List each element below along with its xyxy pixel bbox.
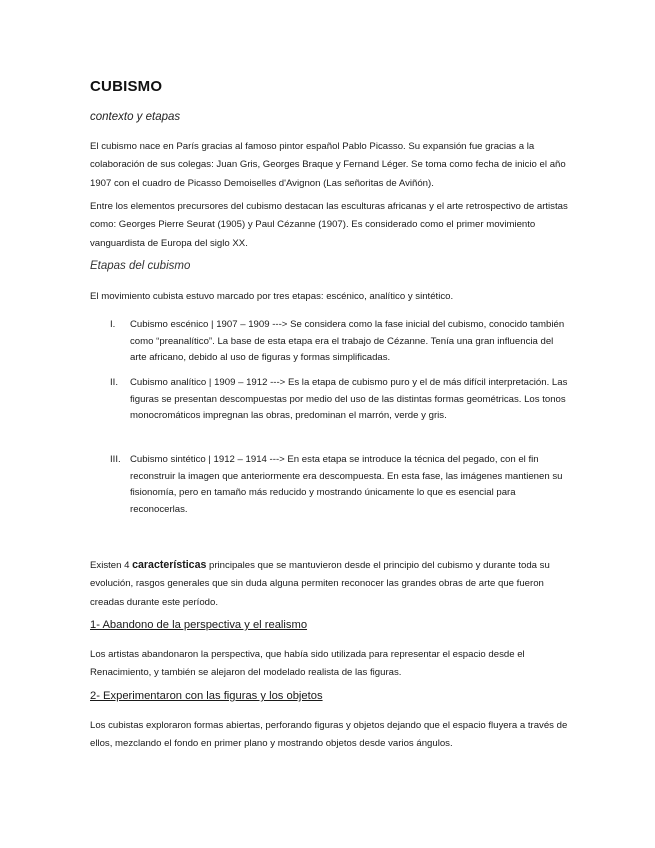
- list-numeral: II.: [110, 377, 118, 388]
- characteristics-bold-word: características: [132, 559, 207, 571]
- list-item-text: Cubismo sintético | 1912 – 1914 ---> En esta etapa se introduce la técnica del pegado, con el fin reconstruir la imagen que anteriormente era descompuesta. En esta fase, las imágenes mantienen su fisionomía, pero en tamaño más reducido y mostrando únicamente lo que es esencial para reconocerlas.: [130, 454, 563, 515]
- heading-perspective: 1- Abandono de la perspectiva y el realismo: [90, 619, 308, 631]
- stages-section-heading: Etapas del cubismo: [90, 260, 191, 272]
- intro-paragraph: El cubismo nace en París gracias al famoso pintor español Pablo Picasso. Su expansión fue gracias a la colaboración de sus colegas: Juan Gris, Georges Braque y Fernand Léger. Se toma como fecha de inicio el año 1907 con el cuadro de Picasso Demoiselles d'Avignon (Las señoritas de Aviñón).: [90, 141, 566, 189]
- characteristics-text-before: Existen 4: [90, 560, 133, 571]
- heading-figures: 2- Experimentaron con las figuras y los objetos: [90, 690, 323, 702]
- list-numeral: III.: [110, 454, 121, 465]
- characteristics-paragraph: [90, 556, 575, 612]
- figures-paragraph: Los cubistas exploraron formas abiertas, perforando figuras y objetos dejando que el espacio fluyera a través de ellos, mezclando el fondo en primer plano y mostrando objetos desde varios ángulos.: [90, 720, 568, 750]
- perspective-paragraph: Los artistas abandonaron la perspectiva, que había sido utilizada para representar el espacio desde el Renacimiento, y también se alejaron del modelado realista de las figuras.: [90, 649, 525, 679]
- list-item-text: Cubismo analítico | 1909 – 1912 ---> Es la etapa de cubismo puro y el de más difícil interpretación. Las figuras se presentan descompuestas por medio del uso de las distintas formas geométricas. Los tonos monocromáticos impregnan las obras, predominan el marrón, verde y gris.: [130, 377, 568, 422]
- stages-intro-paragraph: El movimiento cubista estuvo marcado por tres etapas: escénico, analítico y sintético.: [90, 291, 454, 302]
- list-numeral: I.: [110, 319, 116, 330]
- precursors-paragraph: Entre los elementos precursores del cubismo destacan las esculturas africanas y el arte retrospectivo de artistas como: Georges Pierre Seurat (1905) y Paul Cézanne (1907). Es considerado como el primer movimiento vanguardista de Europa del siglo XX.: [90, 201, 568, 249]
- document-title: CUBISMO: [90, 78, 163, 95]
- characteristics-text-after: principales que se mantuvieron desde el principio del cubismo y durante toda su evolución, rasgos generales que sin duda alguna permiten reconocer las grandes obras de arte que fueron creadas durante este período.: [90, 560, 550, 608]
- list-item-text: Cubismo escénico | 1907 – 1909 ---> Se considera como la fase inicial del cubismo, conocido también como “preanalítico”. La base de esta etapa era el trabajo de Cézanne. Tenía una gran influencia del arte africano, debido al uso de figuras y formas simplificadas.: [130, 319, 565, 364]
- document-subtitle: contexto y etapas: [90, 111, 181, 123]
